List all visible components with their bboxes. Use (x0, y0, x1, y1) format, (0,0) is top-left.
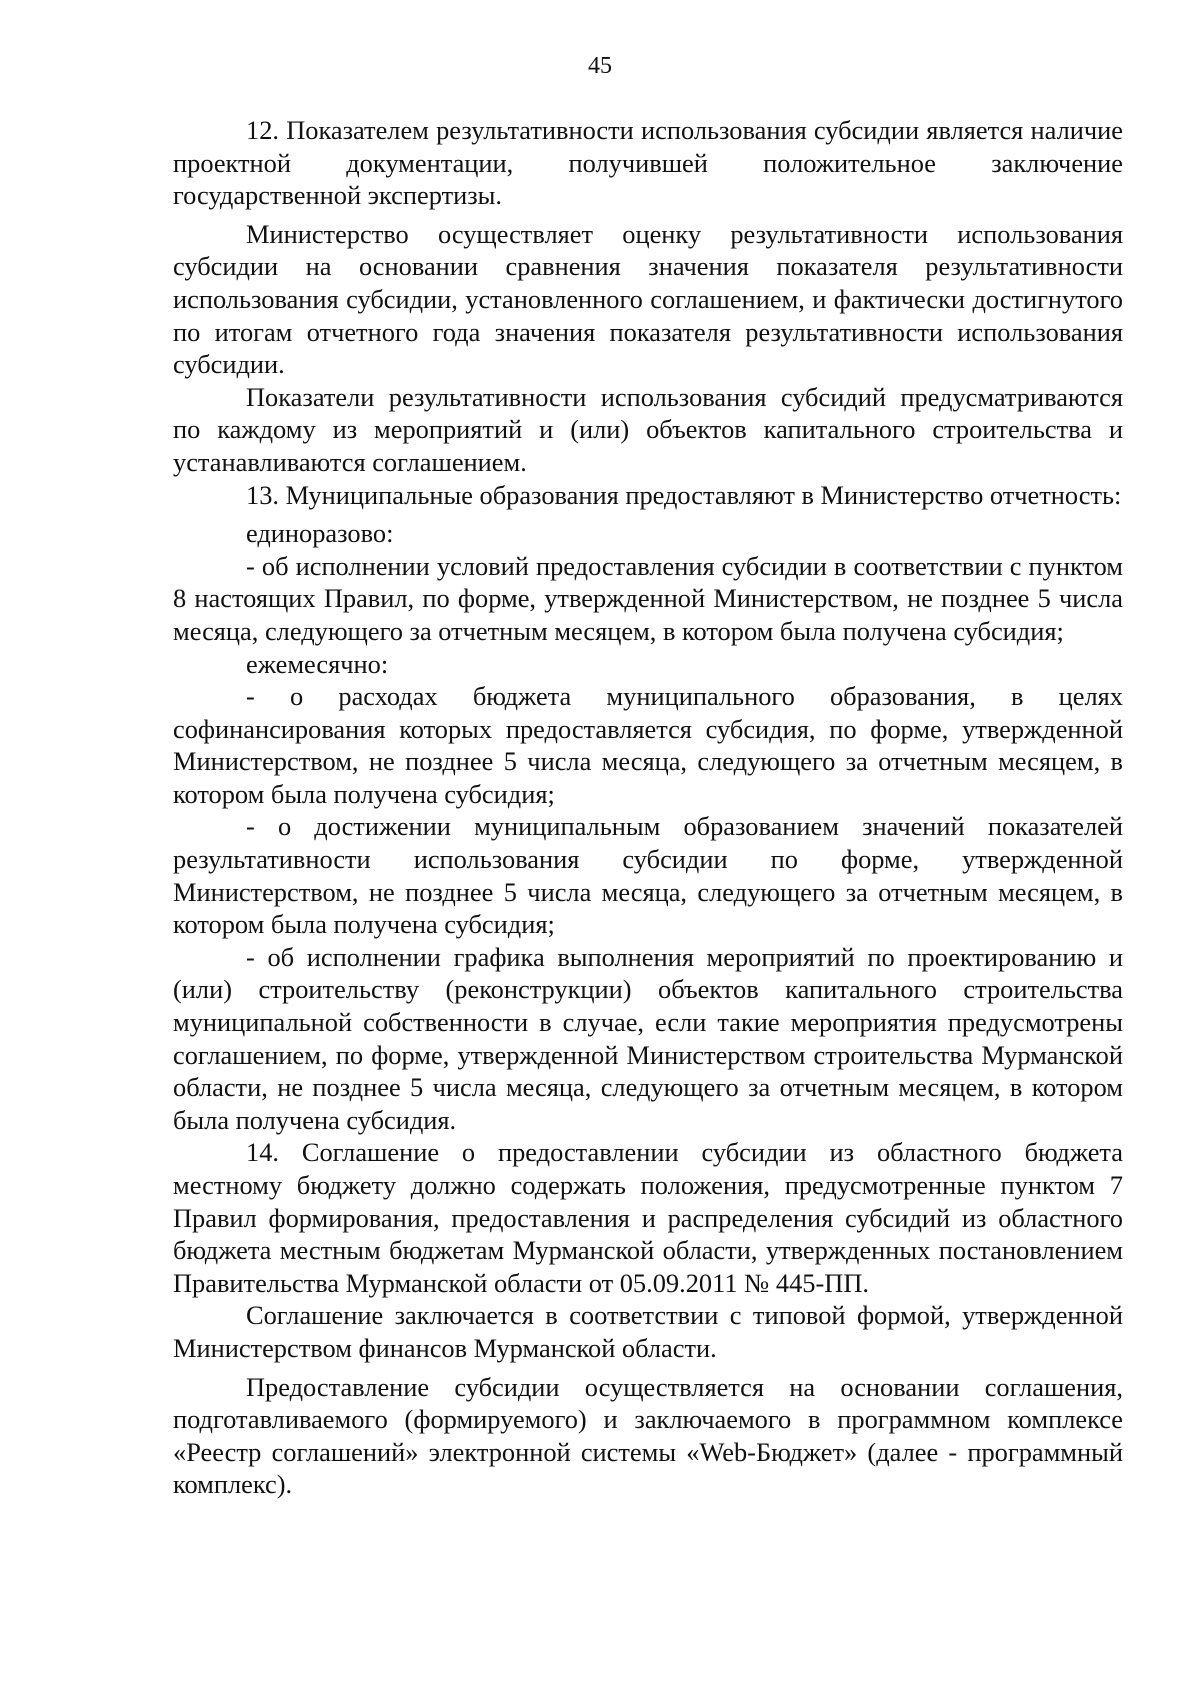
paragraph-monthly-indicators: - о достижении муниципальным образованием значений показателей результативности использования субсидии по форме, утвержденной Министерством, не позднее 5 числа месяца, следующего за отчетным месяцем, в котором была получена субсидия; (173, 811, 1123, 940)
paragraph-14-agreement: 14. Соглашение о предоставлении субсидии из областного бюджета местному бюджету должно содержать положения, предусмотренные пунктом 7 Правил формирования, предоставления и распределения субсидий из областного бюджета местным бюджетам Мурманской области, утвержденных постановлением Правительства Мурманской области от 05.09.2011 № 445-ПП. (173, 1137, 1123, 1298)
paragraph-13-reporting: 13. Муниципальные образования предоставляют в Министерство отчетность: (246, 479, 1122, 510)
paragraph-one-time-conditions: - об исполнении условий предоставления субсидии в соответствии с пунктом 8 настоящих Правил, по форме, утвержденной Министерством, не позднее 5 числа месяца, следующего за отчетным месяцем, в котором была получена субсидия; (173, 550, 1123, 646)
paragraph-agreement-form: Соглашение заключается в соответствии с типовой формой, утвержденной Министерством финансов Мурманской области. (173, 1300, 1123, 1363)
page-number: 45 (588, 53, 612, 79)
paragraph-indicators-provided: Показатели результативности использования субсидий предусматриваются по каждому из мероприятий и (или) объектов капитального строительства и устанавливаются соглашением. (173, 381, 1123, 477)
paragraph-monthly-schedule: - об исполнении графика выполнения мероприятий по проектированию и (или) строительству (реконструкции) объектов капитального строительства муниципальной собственности в случае, если такие мероприятия предусмотрены соглашением, по форме, утвержденной Министерством строительства Мурманской области, не позднее 5 числа месяца, следующего за отчетным месяцем, в котором была получена субсидия. (173, 941, 1123, 1135)
paragraph-one-time-heading: единоразово: (246, 518, 394, 549)
paragraph-ministry-assessment: Министерство осуществляет оценку результативности использования субсидии на основании сравнения значения показателя результативности использования субсидии, установленного соглашением, и фактически достигнутого по итогам отчетного года значения показателя результативности использования субсидии. (173, 218, 1123, 380)
paragraph-web-budget: Предоставление субсидии осуществляется на основании соглашения, подготавливаемого (формируемого) и заключаемого в программном комплексе «Реестр соглашений» электронной системы «Web-Бюджет» (далее - программный комплекс). (173, 1371, 1123, 1500)
document-body (173, 114, 1123, 1501)
paragraph-12-indicator: 12. Показателем результативности использования субсидии является наличие проектной документации, получившей положительное заключение государственной экспертизы. (173, 115, 1123, 211)
paragraph-monthly-expenses: - о расходах бюджета муниципального образования, в целях софинансирования которых предоставляется субсидия, по форме, утвержденной Министерством, не позднее 5 числа месяца, следующего за отчетным месяцем, в котором была получена субсидия; (173, 681, 1123, 809)
paragraph-monthly-heading: ежемесячно: (246, 648, 389, 679)
